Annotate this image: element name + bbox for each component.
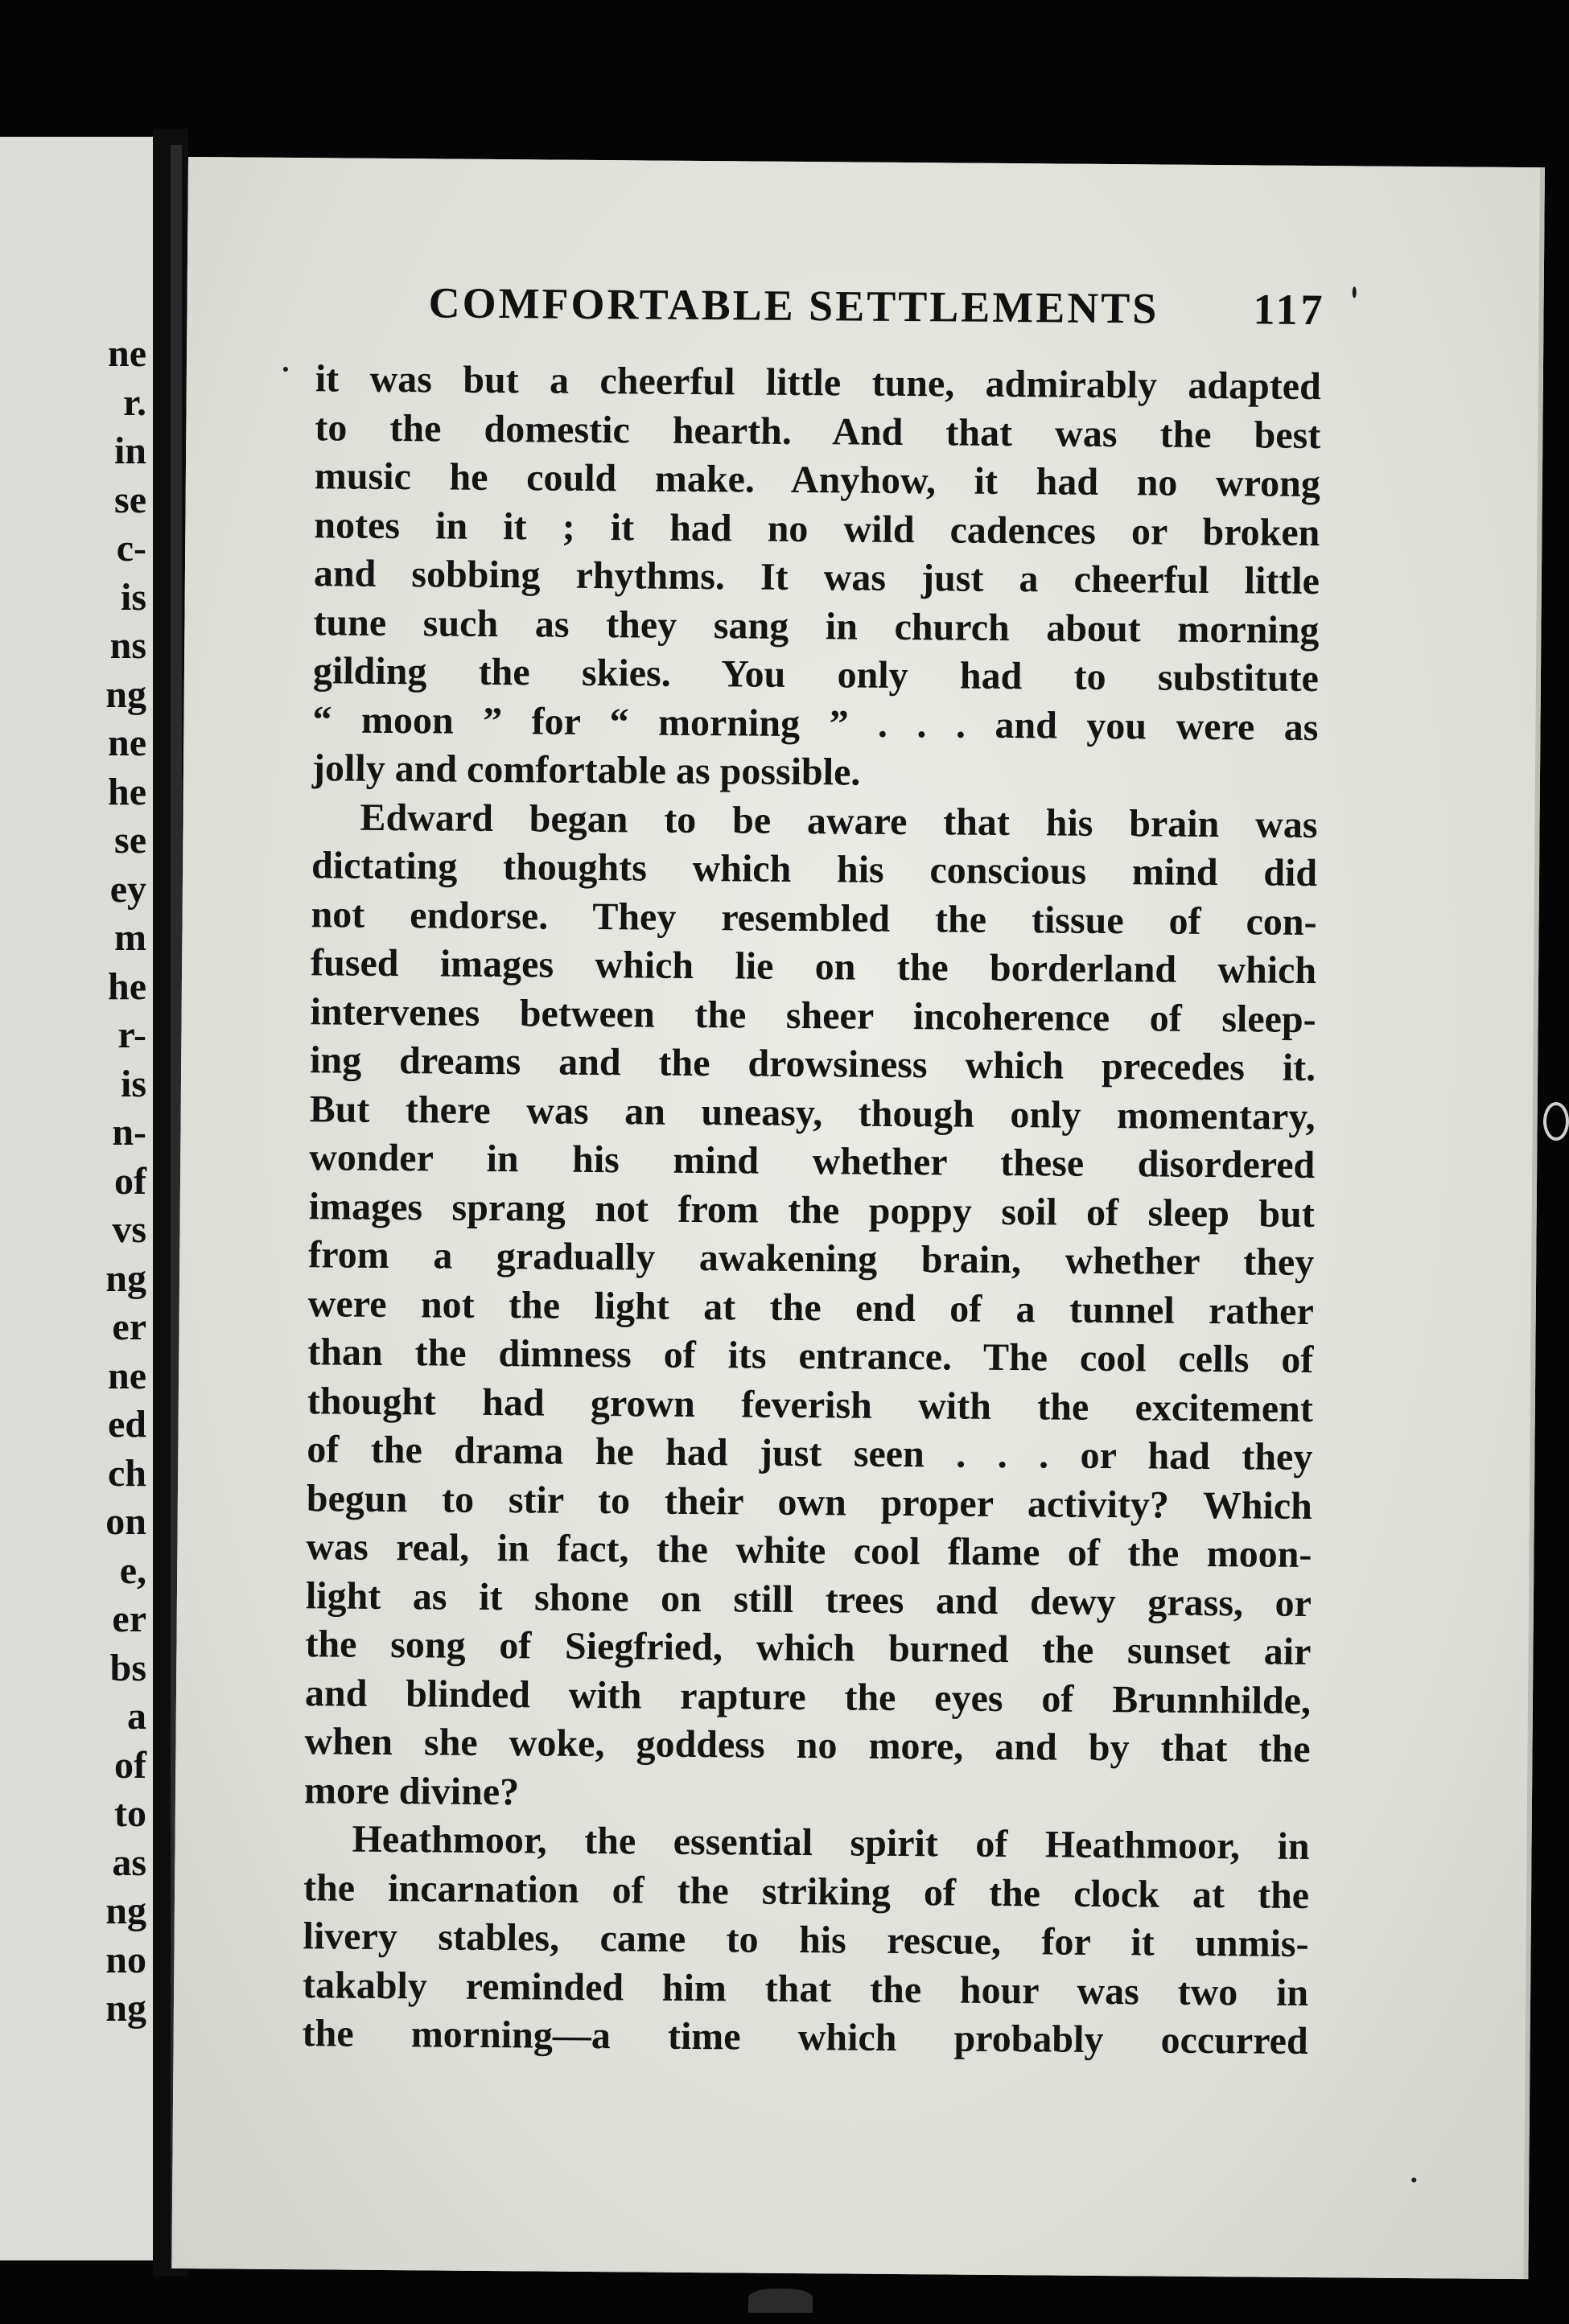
text-line: jolly and comfortable as possible.	[311, 747, 861, 794]
text-line: “ moon ” for “ morning ” . . . and you were as	[312, 697, 1319, 749]
text-line: dictating thoughts which his conscious mind did	[311, 844, 1318, 895]
left-fragment: of	[114, 1743, 146, 1787]
dust-speck	[1353, 286, 1357, 298]
text-line: fused images which lie on the borderland which	[310, 941, 1317, 993]
text-line: the morning—a time which probably occurred	[302, 2012, 1308, 2063]
text-line: livery stables, came to his rescue, for it unmis-	[303, 1915, 1309, 1966]
text-line: But there was an uneasy, though only momentary,	[309, 1087, 1316, 1138]
text-line: notes in it ; it had no wild cadences or broken	[314, 503, 1320, 554]
left-fragment: ng	[105, 1890, 146, 1932]
left-fragment: he	[108, 965, 146, 1008]
left-fragment: on	[105, 1500, 146, 1543]
left-fragment: se	[114, 819, 146, 862]
adjacent-left-page	[0, 137, 153, 2260]
left-fragment: r.	[123, 380, 146, 424]
text-line: begun to stir to their own proper activity? Which	[306, 1476, 1313, 1528]
text-line: takably reminded him that the hour was two in	[302, 1963, 1309, 2014]
text-line: the incarnation of the striking of the clock at the	[303, 1865, 1310, 1917]
left-fragment: is	[120, 1062, 146, 1105]
left-fragment: to	[114, 1792, 146, 1835]
left-fragment: ns	[109, 624, 146, 667]
book-page	[171, 157, 1545, 2279]
left-fragment: ne	[108, 722, 146, 764]
text-line: ing dreams and the drowsiness which precedes it.	[309, 1039, 1316, 1090]
left-fragment: is	[120, 575, 146, 619]
text-line: images sprang not from the poppy soil of sleep but	[308, 1184, 1315, 1236]
text-line: the song of Siegfried, which burned the sunset air	[305, 1623, 1312, 1674]
left-fragment: e,	[119, 1549, 146, 1592]
left-fragment: er	[112, 1598, 146, 1640]
text-line: when she woke, goddess no more, and by that the	[304, 1720, 1311, 1771]
left-fragment: ng	[105, 1257, 146, 1300]
scan-artifact	[748, 2289, 813, 2313]
text-line: tune such as they sang in church about morning	[313, 600, 1320, 652]
text-line: it was but a cheerful little tune, admirably adapted	[315, 357, 1322, 409]
text-line: and sobbing rhythms. It was just a cheerful little	[313, 552, 1320, 603]
text-line: not endorse. They resembled the tissue of con-	[311, 892, 1317, 944]
left-page-line-fragments	[105, 330, 146, 2034]
page-edge-mark	[1543, 1102, 1569, 1141]
left-fragment: he	[108, 770, 146, 813]
left-fragment: c-	[116, 527, 146, 570]
paragraph-first-line: Edward began to be aware that his brain was	[360, 796, 1318, 846]
left-fragment: bs	[109, 1646, 146, 1689]
left-fragment: se	[114, 478, 146, 521]
left-fragment: ed	[108, 1403, 146, 1446]
dust-speck	[1411, 2178, 1416, 2182]
left-fragment: r-	[117, 1014, 146, 1056]
left-fragment: ch	[108, 1451, 146, 1495]
left-fragment: ng	[105, 1987, 146, 2030]
left-fragment: ey	[109, 867, 146, 911]
dust-speck	[283, 367, 288, 372]
page-number: 117	[1253, 285, 1326, 335]
text-line: light as it shone on still trees and dewy grass, or	[305, 1573, 1312, 1625]
text-line: intervenes between the sheer incoherence of sleep-	[310, 989, 1316, 1041]
left-fragment: ne	[108, 332, 146, 375]
text-line: were not the light at the end of a tunnel rather	[307, 1281, 1314, 1333]
text-line: than the dimness of its entrance. The cool cells of	[307, 1331, 1314, 1382]
running-head: COMFORTABLE SETTLEMENTS	[428, 278, 1159, 333]
text-line: music he could make. Anyhow, it had no wrong	[314, 455, 1321, 506]
paragraph-first-line: Heathmoor, the essential spirit of Heathmoor, in	[352, 1817, 1310, 1869]
left-fragment: no	[105, 1938, 146, 1981]
left-fragment: ne	[108, 1354, 146, 1397]
text-line: and blinded with rapture the eyes of Brunnhilde,	[304, 1671, 1312, 1722]
left-fragment: n-	[112, 1111, 146, 1154]
text-line: from a gradually awakening brain, whether they	[308, 1233, 1315, 1285]
text-line: to the domestic hearth. And that was the best	[315, 405, 1321, 457]
text-line: of the drama he had just seen . . . or had they	[307, 1428, 1313, 1479]
text-line: thought had grown feverish with the excitement	[307, 1379, 1314, 1430]
left-fragment: er	[112, 1306, 146, 1348]
left-fragment: vs	[112, 1208, 146, 1251]
text-line: wonder in his mind whether these disordered	[309, 1136, 1316, 1187]
page-body-text	[302, 355, 1321, 2066]
text-line: was real, in fact, the white cool flame of the moon-	[306, 1525, 1312, 1577]
left-fragment: ng	[105, 673, 146, 716]
text-line: gilding the skies. You only had to substitute	[312, 649, 1320, 701]
left-fragment: m	[114, 916, 146, 959]
left-fragment: in	[113, 430, 146, 472]
left-fragment: a	[127, 1695, 146, 1738]
left-fragment: of	[114, 1159, 146, 1203]
text-line: more divine?	[303, 1768, 520, 1813]
left-fragment: as	[112, 1841, 146, 1884]
